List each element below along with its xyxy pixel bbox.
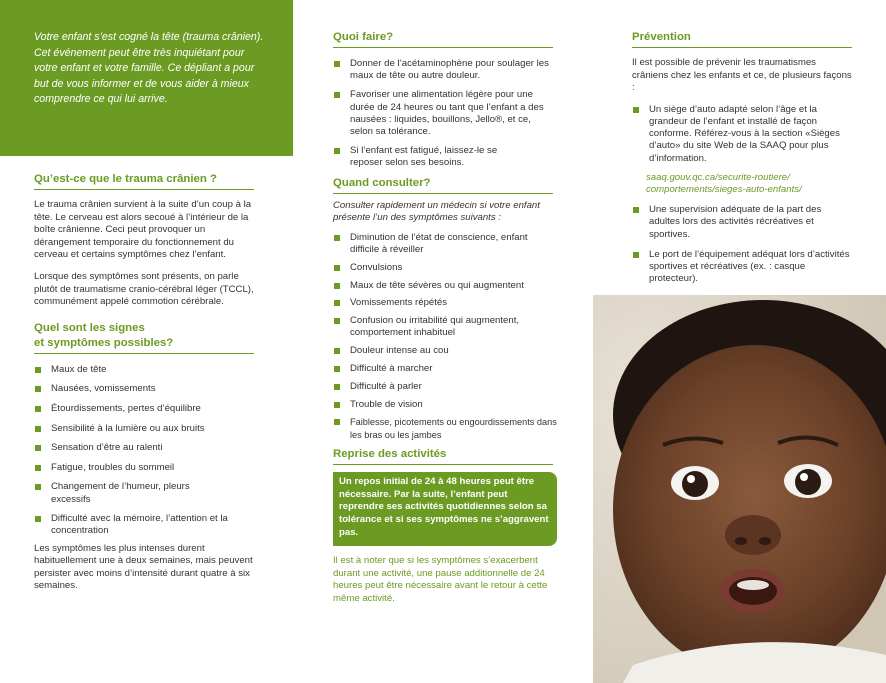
list-item: Si l’enfant est fatigué, laissez-le se reposer selon ses besoins. (333, 145, 525, 169)
signs-list (34, 364, 254, 538)
bullet-icon (334, 366, 340, 372)
bullet-icon (35, 426, 41, 432)
bullet-icon (633, 207, 639, 213)
bullet-icon (35, 445, 41, 451)
list-item: Une supervision adéquate de la part des adultes lors des activités récréatives et sportives. (632, 204, 852, 241)
signs-footer: Les symptômes les plus intenses durent habituellement une à deux semaines, mais peuvent persister avec moins d’intensité durant quatre à six semaines. (34, 542, 253, 592)
list-item: Confusion ou irritabilité qui augmentent, comportement inhabituel (333, 315, 562, 339)
prevention-list-2 (632, 204, 852, 285)
list-item: Vomissements répétés (333, 297, 553, 309)
what-to-do-heading: Quoi faire? (333, 30, 553, 48)
bullet-icon (334, 348, 340, 354)
column-right (632, 30, 852, 285)
bullet-icon (35, 367, 41, 373)
list-item: Un siège d’auto adapté selon l’âge et la grandeur de l’enfant et installé de façon conforme. Référez-vous à la section «Sièges d’auto» du site Web de la SAAQ pour plus d’information. (632, 104, 852, 165)
when-consult-intro: Consulter rapidement un médecin si votre enfant présente l’un des symptômes suivants : (333, 199, 540, 224)
list-item: Changement de l’humeur, pleurs excessifs (34, 481, 191, 505)
bullet-icon (334, 61, 340, 67)
list-item: Sensibilité à la lumière ou aux bruits (34, 423, 254, 435)
when-consult-heading: Quand consulter? (333, 176, 553, 194)
bullet-icon (334, 402, 340, 408)
prevention-list (632, 104, 852, 165)
signs-heading-line-2: et symptômes possibles? (34, 336, 174, 349)
list-item: Fatigue, troubles du sommeil (34, 462, 254, 474)
list-item: Favoriser une alimentation légère pour une durée de 24 heures ou tant que l’enfant a des nausées : liquides, bouillons, Jello®, et ce, selon sa tolérance. (333, 89, 553, 138)
bullet-icon (633, 252, 639, 258)
bullet-icon (334, 148, 340, 154)
list-item: Difficulté avec la mémoire, l’attention et la concentration (34, 513, 241, 537)
what-is-paragraph-2: Lorsque des symptômes sont présents, on parle plutôt de traumatisme cranio-cérébral léger (TCCL), communément appelé commotion cérébrale. (34, 270, 254, 308)
list-item: Convulsions (333, 262, 553, 274)
what-is-heading: Qu’est-ce que le trauma crânien ? (34, 172, 254, 190)
list-item: Donner de l’acétaminophène pour soulager les maux de tête ou autre douleur. (333, 58, 550, 82)
signs-heading (34, 321, 254, 354)
list-item: Maux de tête sévères ou qui augmentent (333, 280, 553, 292)
list-item: Sensation d’être au ralenti (34, 442, 254, 454)
bullet-icon (35, 516, 41, 522)
bullet-icon (334, 92, 340, 98)
list-item: Maux de tête (34, 364, 254, 376)
intro-text: Votre enfant s’est cogné la tête (trauma crânien). Cet événement peut être très inquiétant pour votre enfant et votre famille. Ce dépliant a pour but de vous informer et de vous aider à mieux comprendre ce qui lui arrive. (34, 31, 264, 106)
saaq-link[interactable]: saaq.gouv.qc.ca/securite-routiere/ comportements/sieges-auto-enfants/ (646, 171, 802, 195)
when-consult-list (333, 231, 557, 441)
column-middle (333, 30, 557, 616)
reprise-note: Il est à noter que si les symptômes s’exacerbent durant une activité, une pause additionnelle de 24 heures peut être nécessaire avant le retour à cette même activité. (333, 554, 548, 605)
bullet-icon (334, 283, 340, 289)
prevention-intro: Il est possible de prévenir les traumatismes crâniens chez les enfants et ce, de plusieurs façons : (632, 57, 852, 94)
list-item: Difficulté à marcher (333, 363, 553, 375)
list-item: Trouble de vision (333, 399, 553, 411)
list-item: Douleur intense au cou (333, 345, 553, 357)
what-is-paragraph-1: Le trauma crânien survient à la suite d’un coup à la tête. Le cerveau est alors secoué à l’intérieur de la boîte crânienne. Ceci peut provoquer un dérangement temporaire du fonctionnement du cerveau et certains symptômes chez l’enfant. (34, 199, 252, 261)
list-item: Faiblesse, picotements ou engourdissements dans les bras ou les jambes (333, 416, 562, 440)
prevention-heading: Prévention (632, 30, 852, 48)
bullet-icon (334, 265, 340, 271)
bullet-icon (334, 300, 340, 306)
reprise-callout: Un repos initial de 24 à 48 heures peut être nécessaire. Par la suite, l’enfant peut reprendre ses activités quotidiennes selon sa tolérance et si ses symptômes ne s’aggravent pas. (333, 472, 557, 546)
intro-banner (0, 0, 293, 156)
bullet-icon (35, 465, 41, 471)
bullet-icon (334, 419, 340, 425)
list-item: Nausées, vomissements (34, 383, 254, 395)
list-item: Le port de l’équipement adéquat lors d’activités sportives et récréatives (ex. : casque protecteur). (632, 249, 852, 286)
bullet-icon (334, 318, 340, 324)
list-item: Diminution de l’état de conscience, enfant difficile à réveiller (333, 232, 545, 256)
bullet-icon (334, 235, 340, 241)
signs-heading-line-1: Quel sont les signes (34, 321, 145, 334)
baby-photo (593, 295, 886, 683)
what-to-do-list (333, 58, 553, 170)
bullet-icon (633, 107, 639, 113)
list-item: Difficulté à parler (333, 381, 553, 393)
bullet-icon (35, 386, 41, 392)
bullet-icon (35, 406, 41, 412)
list-item: Étourdissements, pertes d’équilibre (34, 403, 254, 415)
bullet-icon (334, 384, 340, 390)
reprise-heading: Reprise des activités (333, 447, 553, 465)
column-left (34, 172, 254, 593)
bullet-icon (35, 484, 41, 490)
